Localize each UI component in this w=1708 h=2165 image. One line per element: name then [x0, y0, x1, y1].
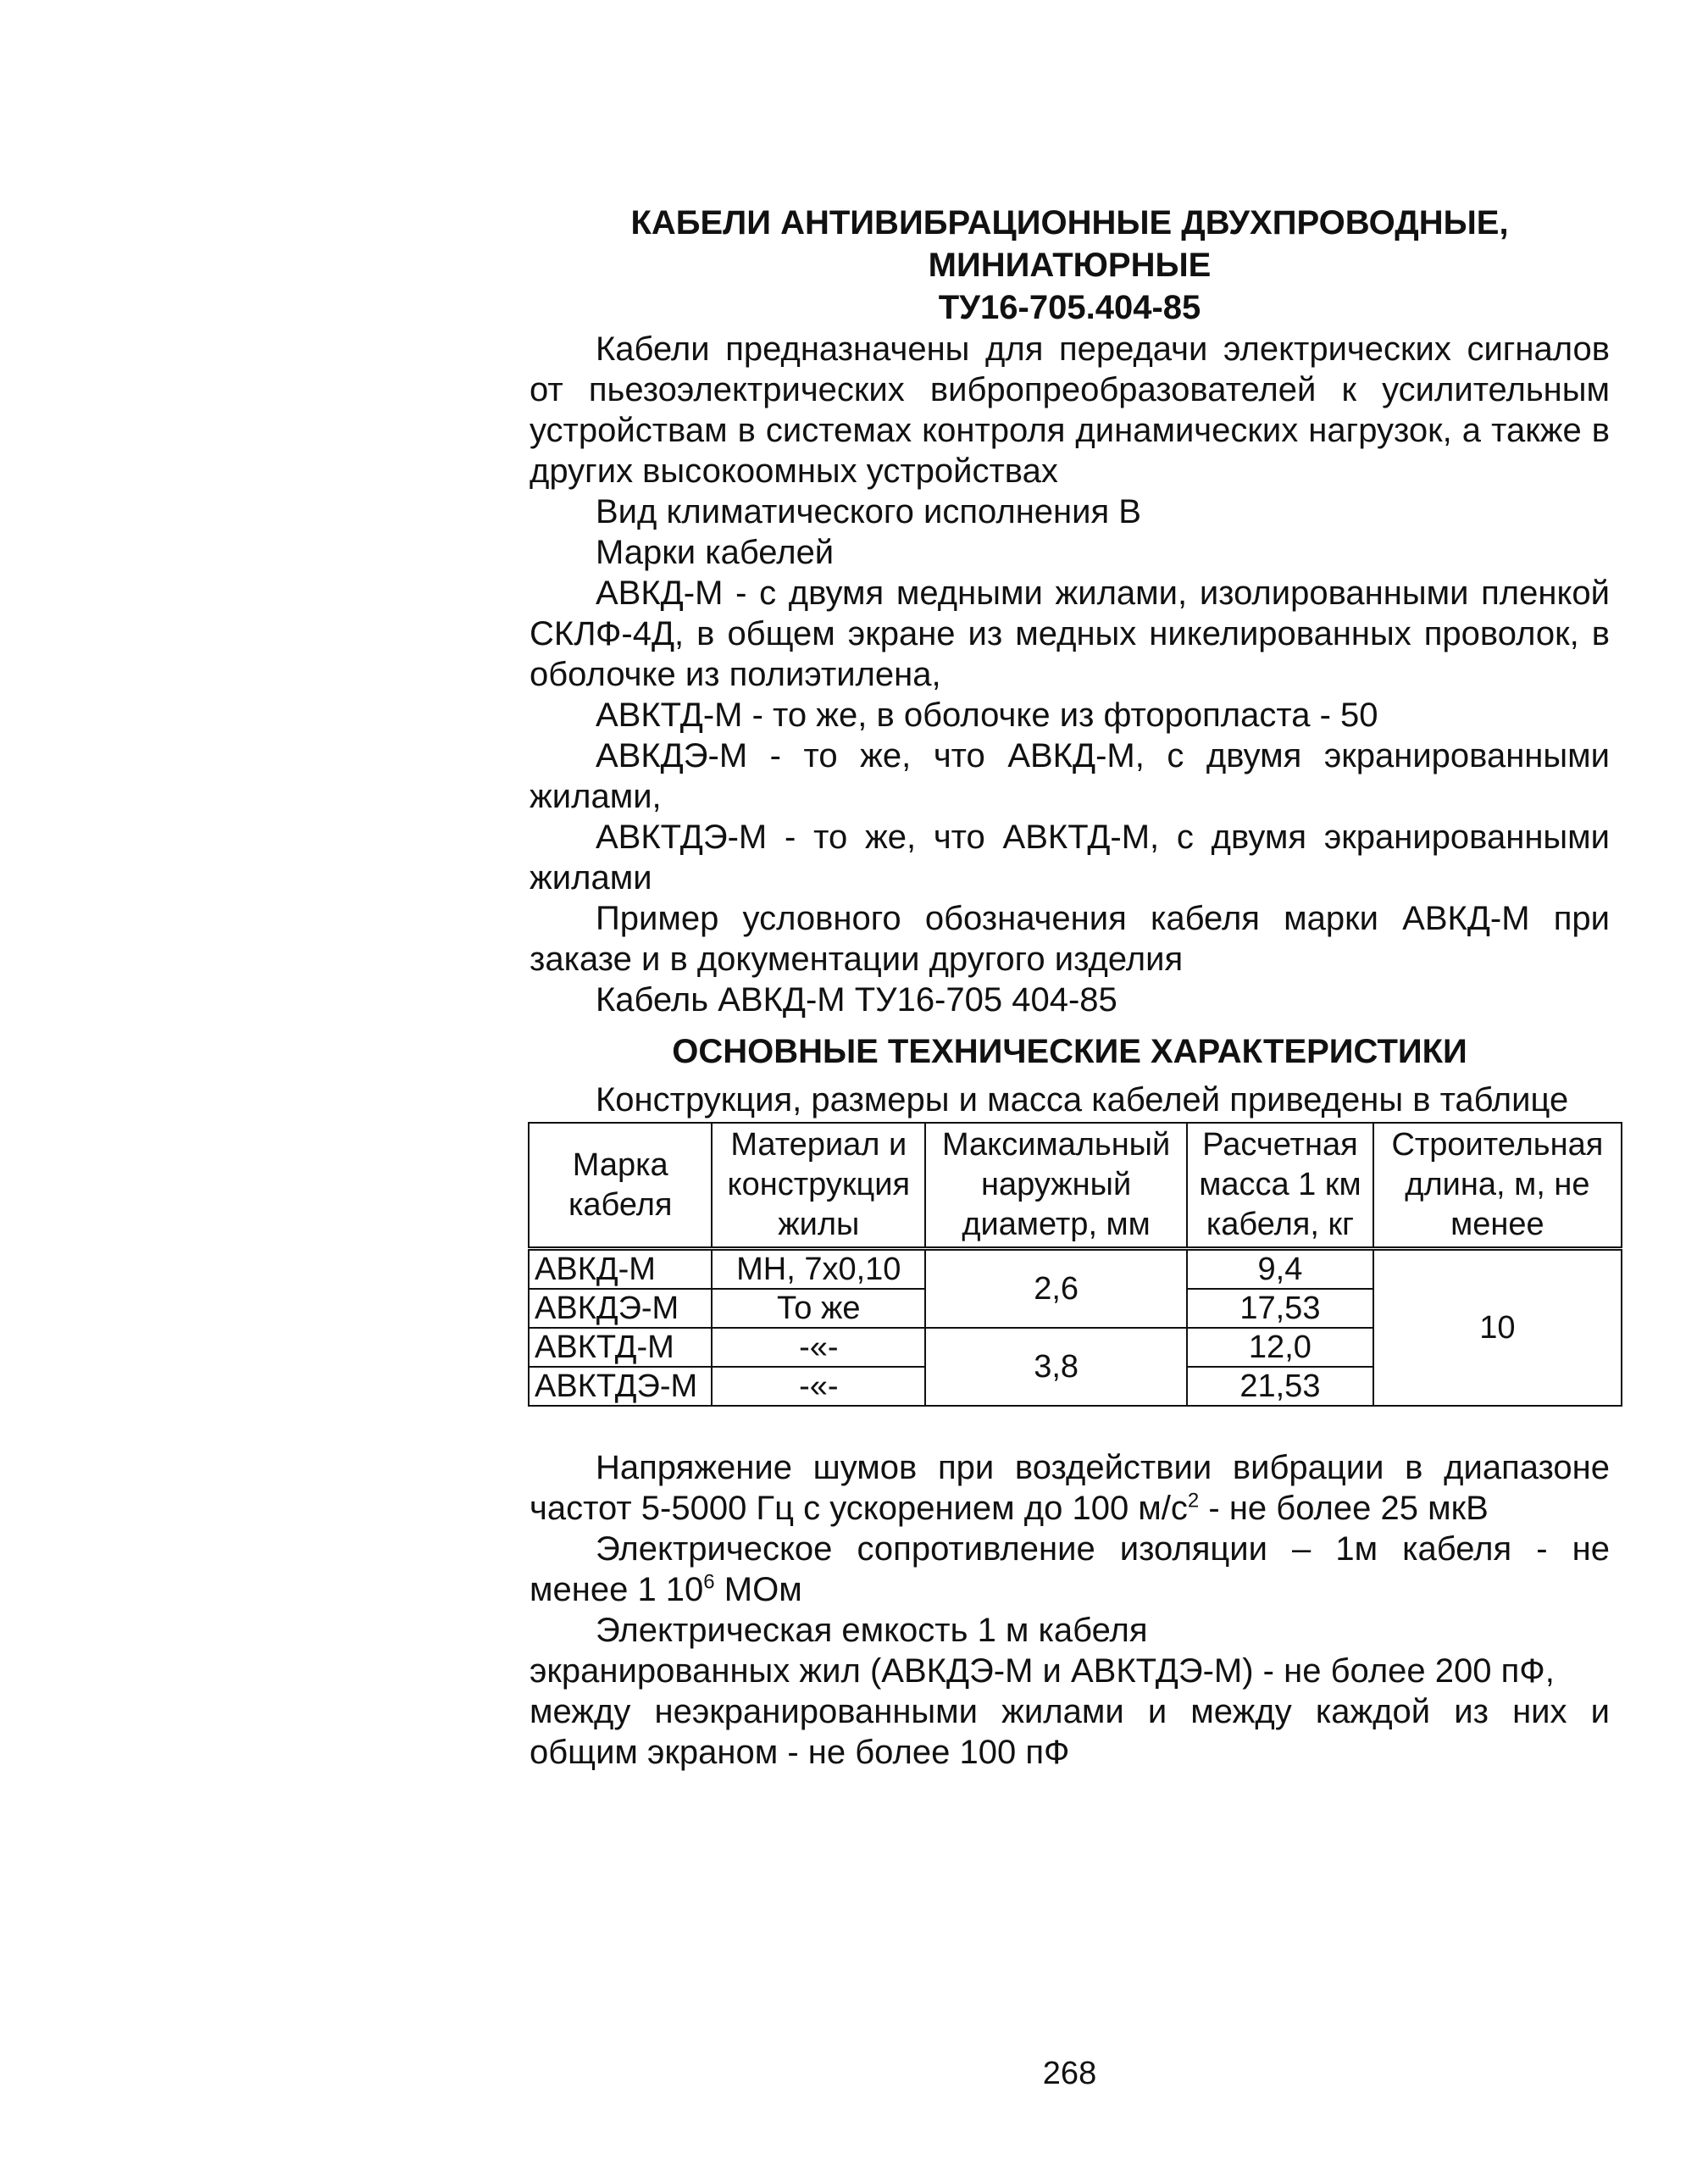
resistance-text-end: МОм — [714, 1571, 802, 1608]
resistance-text: Электрическое сопротивление изоляции – 1м кабеля - не менее 1 10 — [530, 1530, 1610, 1608]
noise-text: Напряжение шумов при воздействии вибрации в диапазоне частот 5-5000 Гц с ускорением до 100 м/с — [530, 1449, 1610, 1527]
cell-mass: 17,53 — [1187, 1289, 1373, 1328]
cell-mass: 12,0 — [1187, 1328, 1373, 1367]
header-brand: Марка кабеля — [529, 1123, 712, 1249]
cell-diameter: 2,6 — [925, 1249, 1187, 1329]
brand-description: АВКД-М - с двумя медными жилами, изолированными пленкой СКЛФ-4Д, в общем экране из медных никелированных проволок, в оболочке из полиэтилена, — [530, 575, 1610, 693]
cell-brand: АВКД-М — [529, 1249, 712, 1290]
header-material: Материал и конструкция жилы — [712, 1123, 925, 1249]
cable-specs-table — [528, 1122, 1622, 1407]
cell-mass: 9,4 — [1187, 1249, 1373, 1290]
header-length: Строительная длина, м, не менее — [1373, 1123, 1622, 1249]
brand-description: АВКТДЭ-М - то же, что АВКТД-М, с двумя экранированными жилами — [530, 819, 1610, 897]
brand-description: АВКДЭ-М - то же, что АВКД-М, с двумя экранированными жилами, — [530, 737, 1610, 815]
climate-paragraph: Вид климатического исполнения В — [596, 493, 1141, 530]
intro-paragraph: Кабели предназначены для передачи электрических сигналов от пьезоэлектрических вибропреобразователей к усилительным устройствам в системах контроля динамических нагрузок, а также в других высокоомных устройствах — [530, 330, 1610, 490]
cell-diameter: 3,8 — [925, 1328, 1187, 1406]
cell-brand: АВКТДЭ-М — [529, 1367, 712, 1406]
document-title — [530, 202, 1610, 329]
brand-description: АВКТД-М - то же, в оболочке из фторопласта - 50 — [596, 697, 1378, 734]
table-row — [529, 1249, 1622, 1290]
document-page — [530, 202, 1610, 2091]
header-mass: Расчетная масса 1 км кабеля, кг — [1187, 1123, 1373, 1249]
table-intro-paragraph: Конструкция, размеры и масса кабелей приведены в таблице — [596, 1081, 1569, 1119]
noise-superscript: 2 — [1187, 1489, 1200, 1513]
cell-material: -«- — [712, 1367, 925, 1406]
capacitance-shielded: экранированных жил (АВКДЭ-М и АВКТДЭ-М) - не более 200 пФ, — [530, 1652, 1555, 1690]
title-line-3: ТУ16-705.404-85 — [938, 289, 1201, 326]
cell-brand: АВКДЭ-М — [529, 1289, 712, 1328]
page-number: 268 — [1042, 2056, 1097, 2091]
capacitance-heading: Электрическая емкость 1 м кабеля — [596, 1612, 1148, 1649]
section-title: ОСНОВНЫЕ ТЕХНИЧЕСКИЕ ХАРАКТЕРИСТИКИ — [672, 1033, 1467, 1070]
cell-mass: 21,53 — [1187, 1367, 1373, 1406]
noise-text-end: - не более 25 мкВ — [1199, 1490, 1489, 1527]
cell-material: -«- — [712, 1328, 925, 1367]
resistance-paragraph — [530, 1529, 1610, 1610]
cell-brand: АВКТД-М — [529, 1328, 712, 1367]
cell-length: 10 — [1373, 1249, 1622, 1407]
cell-material: То же — [712, 1289, 925, 1328]
resistance-superscript: 6 — [703, 1570, 715, 1594]
noise-paragraph — [530, 1447, 1610, 1529]
brands-heading: Марки кабелей — [596, 534, 835, 571]
example-designation: Кабель АВКД-М ТУ16-705 404-85 — [596, 981, 1117, 1019]
capacitance-unshielded: между неэкранированными жилами и между каждой из них и общим экраном - не более 100 пФ — [530, 1693, 1610, 1771]
header-diameter: Максимальный наружный диаметр, мм — [925, 1123, 1187, 1249]
cell-material: МН, 7х0,10 — [712, 1249, 925, 1290]
example-intro-paragraph: Пример условного обозначения кабеля марки АВКД-М при заказе и в документации другого изделия — [530, 900, 1610, 978]
table-header-row — [529, 1123, 1622, 1249]
title-line-1: КАБЕЛИ АНТИВИБРАЦИОННЫЕ ДВУХПРОВОДНЫЕ, — [630, 204, 1509, 241]
title-line-2: МИНИАТЮРНЫЕ — [928, 247, 1212, 284]
